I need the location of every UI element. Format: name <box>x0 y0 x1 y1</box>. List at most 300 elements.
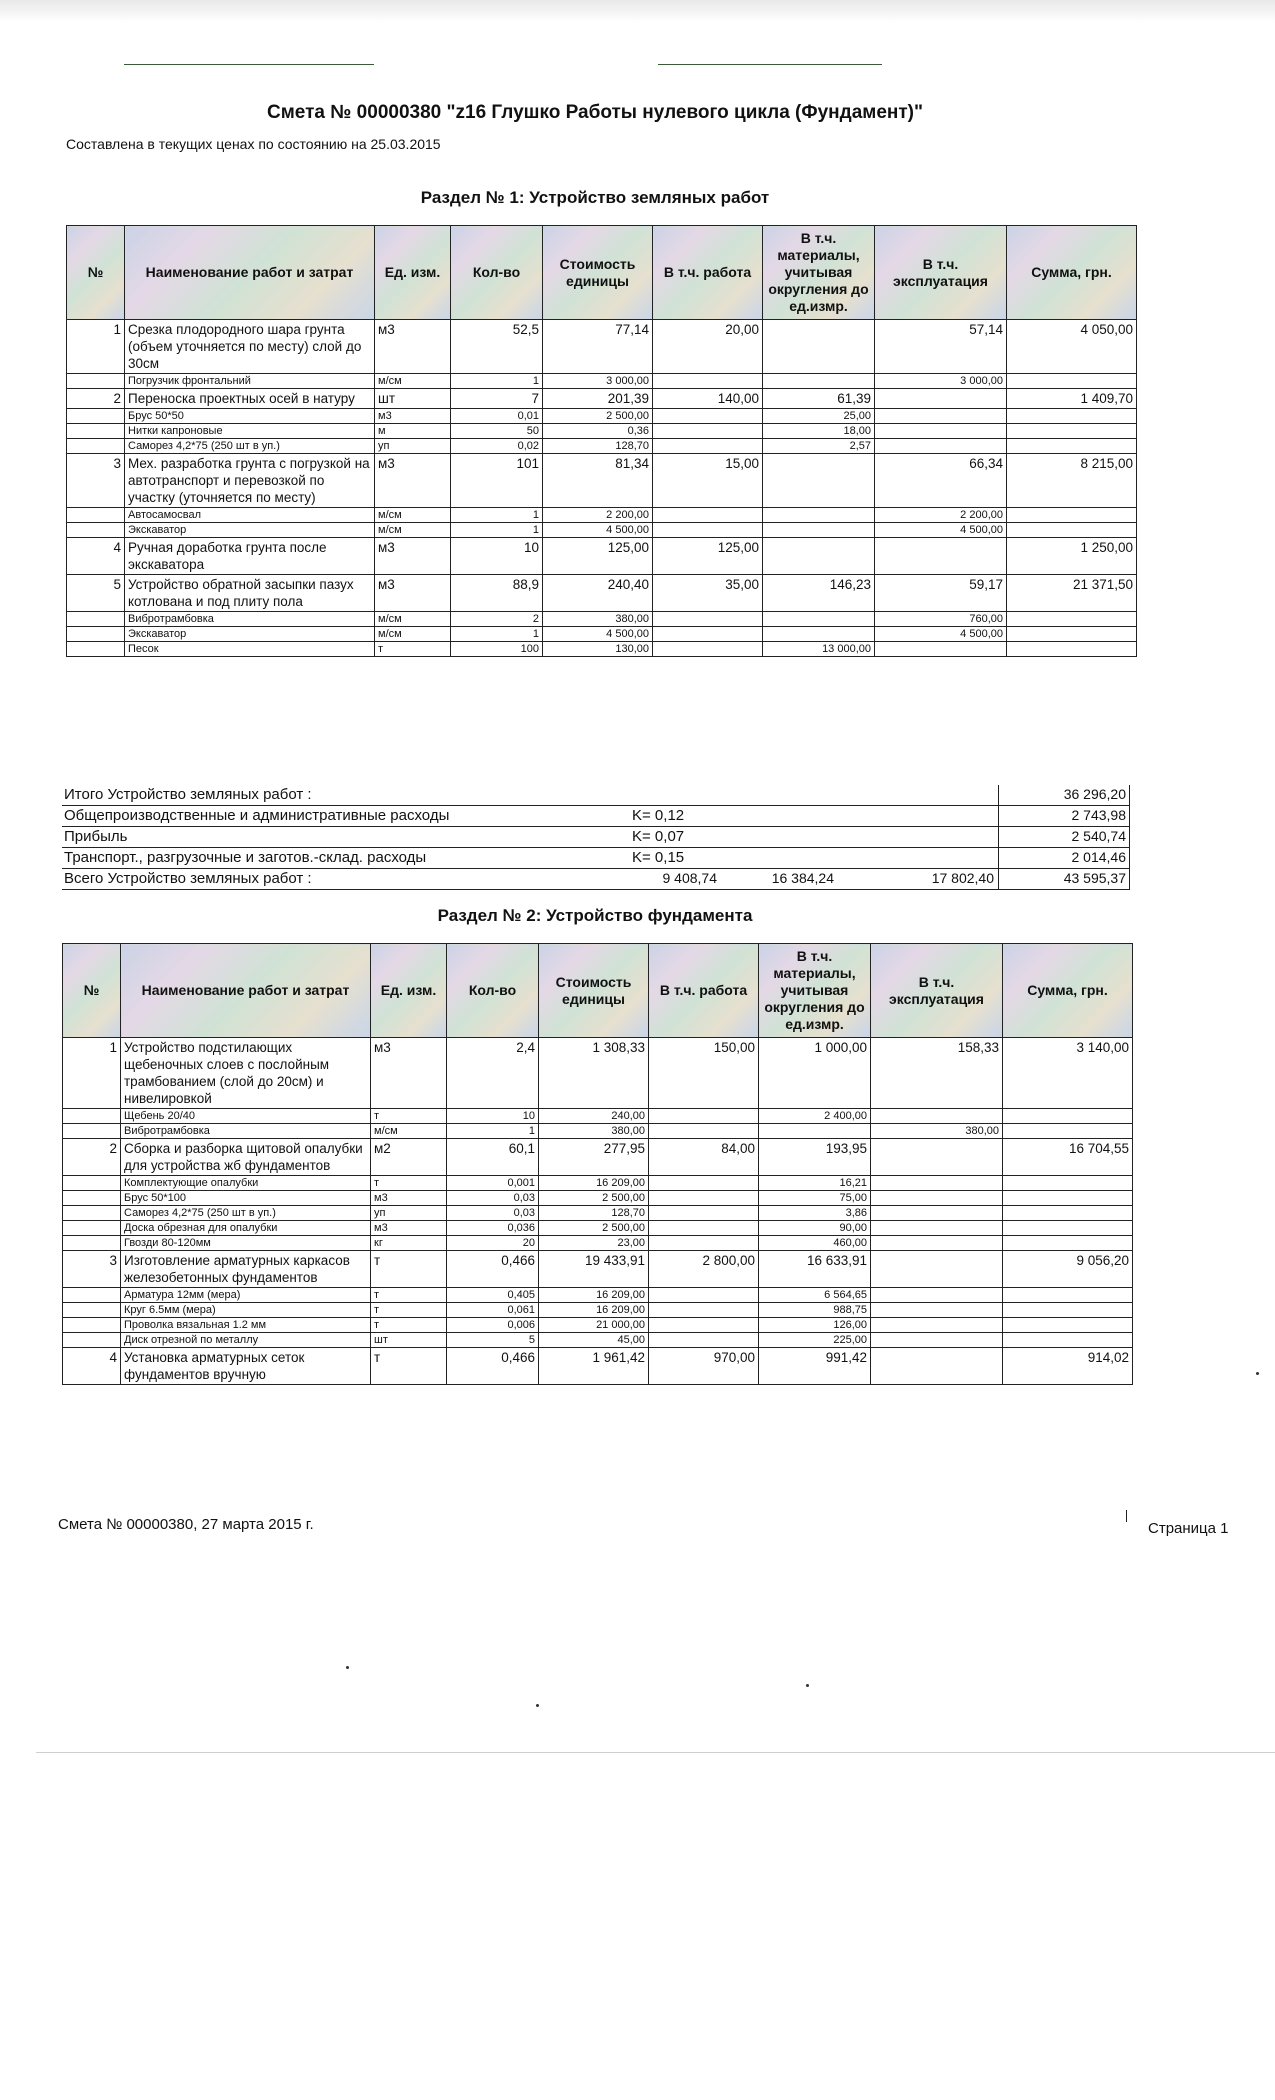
cell-exp <box>871 1348 1003 1385</box>
cell-no: 2 <box>63 1139 121 1176</box>
document-subtitle: Составлена в текущих ценах по состоянию на 25.03.2015 <box>66 136 441 152</box>
cell-exp <box>871 1288 1003 1303</box>
cell-price: 4 500,00 <box>543 523 653 538</box>
cell-work <box>653 409 763 424</box>
cell-work: 970,00 <box>649 1348 759 1385</box>
cell-mat <box>763 454 875 508</box>
work-item-row <box>67 538 1137 575</box>
resource-row <box>63 1236 1133 1251</box>
cell-unit: уп <box>375 439 451 454</box>
cell-unit: м/см <box>375 612 451 627</box>
scan-top-shadow <box>0 0 1275 22</box>
cell-price: 3 000,00 <box>543 374 653 389</box>
cell-price: 16 209,00 <box>539 1288 649 1303</box>
cell-sum <box>1007 627 1137 642</box>
cell-no <box>63 1303 121 1318</box>
cell-exp <box>875 409 1007 424</box>
cell-price: 77,14 <box>543 320 653 374</box>
cell-sum <box>1003 1288 1133 1303</box>
cell-sum: 1 409,70 <box>1007 389 1137 409</box>
cell-unit: м3 <box>371 1038 447 1109</box>
resource-row <box>63 1176 1133 1191</box>
cell-price: 277,95 <box>539 1139 649 1176</box>
cell-mat: 18,00 <box>763 424 875 439</box>
cell-sum <box>1003 1176 1133 1191</box>
cell-mat: 75,00 <box>759 1191 871 1206</box>
cell-mat: 2 400,00 <box>759 1109 871 1124</box>
total-row <box>62 869 1130 890</box>
cell-exp <box>875 424 1007 439</box>
header-materials: В т.ч. материалы, учитывая округления до ед.измр. <box>763 226 875 320</box>
work-item-row <box>63 1139 1133 1176</box>
cell-name: Нитки капроновые <box>125 424 375 439</box>
cell-mat: 16,21 <box>759 1176 871 1191</box>
cell-sum: 1 250,00 <box>1007 538 1137 575</box>
footer-document-ref: Смета № 00000380, 27 марта 2015 г. <box>58 1516 314 1533</box>
cell-exp: 4 500,00 <box>875 523 1007 538</box>
cell-exp <box>871 1333 1003 1348</box>
total-exploit: 17 802,40 <box>931 870 994 886</box>
scan-speck <box>536 1704 539 1707</box>
cell-unit: т <box>375 642 451 657</box>
cell-name: Круг 6.5мм (мера) <box>121 1303 371 1318</box>
cell-price: 130,00 <box>543 642 653 657</box>
cell-no: 4 <box>63 1348 121 1385</box>
section-2-title: Раздел № 2: Устройство фундамента <box>437 906 753 925</box>
cell-exp <box>875 642 1007 657</box>
cell-name: Устройство обратной засыпки пазух котлована и под плиту пола <box>125 575 375 612</box>
overhead-value: 2 743,98 <box>1071 807 1126 823</box>
cell-name: Изготовление арматурных каркасов железобетонных фундаментов <box>121 1251 371 1288</box>
cell-unit: т <box>371 1109 447 1124</box>
cell-unit: м/см <box>375 374 451 389</box>
cell-qty: 2 <box>451 612 543 627</box>
cell-price: 4 500,00 <box>543 627 653 642</box>
overhead-row <box>62 806 1130 827</box>
cell-name: Сборка и разборка щитовой опалубки для устройства жб фундаментов <box>121 1139 371 1176</box>
section-1-totals <box>62 785 1130 890</box>
resource-row <box>63 1221 1133 1236</box>
cell-exp <box>871 1109 1003 1124</box>
cell-mat <box>763 374 875 389</box>
transport-value: 2 014,46 <box>1071 849 1126 865</box>
cell-qty: 1 <box>451 508 543 523</box>
resource-row <box>63 1318 1133 1333</box>
cell-mat: 193,95 <box>759 1139 871 1176</box>
cell-no: 1 <box>67 320 125 374</box>
signature-line-left <box>124 64 374 65</box>
resource-row <box>63 1206 1133 1221</box>
cell-sum <box>1007 642 1137 657</box>
cell-sum <box>1007 424 1137 439</box>
resource-row <box>67 439 1137 454</box>
cell-unit: м3 <box>375 320 451 374</box>
section-2-body <box>63 1038 1133 1385</box>
cell-unit: т <box>371 1348 447 1385</box>
cell-work: 35,00 <box>653 575 763 612</box>
cell-mat: 146,23 <box>763 575 875 612</box>
cell-work <box>653 439 763 454</box>
cell-sum <box>1007 612 1137 627</box>
cell-sum <box>1003 1109 1133 1124</box>
resource-row <box>63 1124 1133 1139</box>
cell-no: 4 <box>67 538 125 575</box>
cell-unit: м3 <box>371 1191 447 1206</box>
resource-row <box>63 1288 1133 1303</box>
cell-sum: 914,02 <box>1003 1348 1133 1385</box>
cell-no <box>63 1333 121 1348</box>
cell-price: 21 000,00 <box>539 1318 649 1333</box>
cell-no: 5 <box>67 575 125 612</box>
cell-name: Проволка вязальная 1.2 мм <box>121 1318 371 1333</box>
cell-qty: 1 <box>447 1124 539 1139</box>
section-2-table <box>62 943 1133 1385</box>
cell-work <box>649 1206 759 1221</box>
cell-sum <box>1003 1236 1133 1251</box>
cell-name: Песок <box>125 642 375 657</box>
cell-unit: м/см <box>371 1124 447 1139</box>
header-sum: Сумма, грн. <box>1007 226 1137 320</box>
signature-line-right <box>658 64 882 65</box>
cell-name: Диск отрезной по металлу <box>121 1333 371 1348</box>
cell-work <box>653 424 763 439</box>
header-materials: В т.ч. материалы, учитывая округления до ед.измр. <box>759 944 871 1038</box>
cell-work <box>649 1191 759 1206</box>
cell-name: Вибротрамбовка <box>121 1124 371 1139</box>
resource-row <box>67 424 1137 439</box>
cell-qty: 5 <box>447 1333 539 1348</box>
cell-work: 2 800,00 <box>649 1251 759 1288</box>
work-item-row <box>67 454 1137 508</box>
cell-sum: 4 050,00 <box>1007 320 1137 374</box>
section-1-body <box>67 320 1137 657</box>
cell-exp: 760,00 <box>875 612 1007 627</box>
resource-row <box>67 409 1137 424</box>
cell-no: 3 <box>67 454 125 508</box>
cell-sum: 8 215,00 <box>1007 454 1137 508</box>
cell-qty: 1 <box>451 374 543 389</box>
cell-name: Арматура 12мм (мера) <box>121 1288 371 1303</box>
cell-mat: 16 633,91 <box>759 1251 871 1288</box>
cell-exp: 57,14 <box>875 320 1007 374</box>
profit-value: 2 540,74 <box>1071 828 1126 844</box>
work-item-row <box>63 1038 1133 1109</box>
cell-name: Экскаватор <box>125 523 375 538</box>
cell-qty: 0,01 <box>451 409 543 424</box>
cell-name: Установка арматурных сеток фундаментов вручную <box>121 1348 371 1385</box>
cell-unit: м2 <box>371 1139 447 1176</box>
cell-sum: 3 140,00 <box>1003 1038 1133 1109</box>
cell-no <box>67 374 125 389</box>
cell-qty: 100 <box>451 642 543 657</box>
total-value: 43 595,37 <box>1063 870 1126 886</box>
header-work: В т.ч. работа <box>653 226 763 320</box>
cell-name: Доска обрезная для опалубки <box>121 1221 371 1236</box>
cell-no <box>67 409 125 424</box>
cell-work <box>649 1176 759 1191</box>
cell-price: 16 209,00 <box>539 1176 649 1191</box>
header-name: Наименование работ и затрат <box>121 944 371 1038</box>
cell-unit: м3 <box>371 1221 447 1236</box>
cell-unit: м/см <box>375 523 451 538</box>
cell-mat <box>763 612 875 627</box>
cell-unit: м3 <box>375 409 451 424</box>
cell-qty: 0,466 <box>447 1251 539 1288</box>
header-unit: Ед. изм. <box>375 226 451 320</box>
cell-qty: 0,466 <box>447 1348 539 1385</box>
cell-name: Ручная доработка грунта после экскаватора <box>125 538 375 575</box>
cell-mat <box>763 538 875 575</box>
cell-exp <box>871 1176 1003 1191</box>
cell-mat: 991,42 <box>759 1348 871 1385</box>
cell-sum <box>1007 409 1137 424</box>
resource-row <box>67 374 1137 389</box>
cell-mat <box>759 1124 871 1139</box>
cell-unit: м3 <box>375 538 451 575</box>
cell-qty: 2,4 <box>447 1038 539 1109</box>
cell-price: 45,00 <box>539 1333 649 1348</box>
cell-exp: 2 200,00 <box>875 508 1007 523</box>
cell-work <box>653 508 763 523</box>
cell-exp: 3 000,00 <box>875 374 1007 389</box>
cell-mat: 90,00 <box>759 1221 871 1236</box>
cell-no <box>67 424 125 439</box>
cell-no <box>63 1288 121 1303</box>
scan-speck <box>806 1684 809 1687</box>
cell-no <box>67 627 125 642</box>
cell-unit: т <box>371 1176 447 1191</box>
cell-work <box>649 1288 759 1303</box>
cell-work <box>649 1303 759 1318</box>
cell-mat <box>763 523 875 538</box>
cell-name: Брус 50*50 <box>125 409 375 424</box>
cell-name: Щебень 20/40 <box>121 1109 371 1124</box>
resource-row <box>63 1303 1133 1318</box>
cell-qty: 10 <box>451 538 543 575</box>
cell-mat: 126,00 <box>759 1318 871 1333</box>
resource-row <box>67 508 1137 523</box>
header-work: В т.ч. работа <box>649 944 759 1038</box>
overhead-coefficient: K= 0,12 <box>632 807 685 824</box>
cell-price: 23,00 <box>539 1236 649 1251</box>
cell-unit: м/см <box>375 627 451 642</box>
cell-qty: 0,405 <box>447 1288 539 1303</box>
cell-work: 150,00 <box>649 1038 759 1109</box>
cell-unit: м <box>375 424 451 439</box>
cell-mat: 61,39 <box>763 389 875 409</box>
cell-work: 84,00 <box>649 1139 759 1176</box>
cell-no: 3 <box>63 1251 121 1288</box>
cell-qty: 0,036 <box>447 1221 539 1236</box>
header-sum: Сумма, грн. <box>1003 944 1133 1038</box>
cell-work <box>649 1236 759 1251</box>
cell-no <box>63 1176 121 1191</box>
profit-coefficient: K= 0,07 <box>632 828 685 845</box>
header-exploit: В т.ч. эксплуатация <box>875 226 1007 320</box>
work-item-row <box>63 1348 1133 1385</box>
cell-price: 1 961,42 <box>539 1348 649 1385</box>
cell-price: 125,00 <box>543 538 653 575</box>
cell-sum: 21 371,50 <box>1007 575 1137 612</box>
cell-qty: 101 <box>451 454 543 508</box>
cell-qty: 0,02 <box>451 439 543 454</box>
cell-sum <box>1003 1318 1133 1333</box>
cell-unit: кг <box>371 1236 447 1251</box>
cell-mat: 460,00 <box>759 1236 871 1251</box>
cell-mat <box>763 320 875 374</box>
cell-no <box>63 1206 121 1221</box>
cell-qty: 88,9 <box>451 575 543 612</box>
resource-row <box>67 612 1137 627</box>
cell-qty: 1 <box>451 627 543 642</box>
header-no: № <box>67 226 125 320</box>
subtotal-row <box>62 785 1130 806</box>
cell-work <box>649 1124 759 1139</box>
subtotal-value: 36 296,20 <box>1063 786 1126 802</box>
cell-name: Переноска проектных осей в натуру <box>125 389 375 409</box>
cell-sum <box>1007 523 1137 538</box>
cell-exp <box>871 1318 1003 1333</box>
cell-qty: 50 <box>451 424 543 439</box>
cell-unit: м3 <box>375 575 451 612</box>
cell-no <box>63 1236 121 1251</box>
cell-price: 0,36 <box>543 424 653 439</box>
cell-qty: 60,1 <box>447 1139 539 1176</box>
work-item-row <box>63 1251 1133 1288</box>
transport-label: Транспорт., разгрузочные и заготов.-склад. расходы <box>64 849 427 866</box>
subtotal-label: Итого Устройство земляных работ : <box>64 786 312 803</box>
cell-no <box>67 523 125 538</box>
cell-unit: уп <box>371 1206 447 1221</box>
overhead-label: Общепроизводственные и административные расходы <box>64 807 450 824</box>
cell-no: 1 <box>63 1038 121 1109</box>
cell-exp: 4 500,00 <box>875 627 1007 642</box>
cell-price: 81,34 <box>543 454 653 508</box>
transport-coefficient: K= 0,15 <box>632 849 685 866</box>
cell-work: 20,00 <box>653 320 763 374</box>
cell-unit: шт <box>375 389 451 409</box>
cell-qty: 20 <box>447 1236 539 1251</box>
document-title: Смета № 00000380 "z16 Глушко Работы нулевого цикла (Фундамент)" <box>266 102 924 123</box>
resource-row <box>67 523 1137 538</box>
cell-work <box>653 374 763 389</box>
cell-no <box>63 1109 121 1124</box>
header-no: № <box>63 944 121 1038</box>
cell-qty: 0,001 <box>447 1176 539 1191</box>
cell-price: 2 200,00 <box>543 508 653 523</box>
cell-price: 240,00 <box>539 1109 649 1124</box>
cell-qty: 0,03 <box>447 1191 539 1206</box>
header-price: Стоимость единицы <box>543 226 653 320</box>
cell-name: Комплектующие опалубки <box>121 1176 371 1191</box>
cell-exp: 59,17 <box>875 575 1007 612</box>
header-unit: Ед. изм. <box>371 944 447 1038</box>
cell-work <box>653 523 763 538</box>
cell-unit: т <box>371 1251 447 1288</box>
cell-work: 15,00 <box>653 454 763 508</box>
cell-sum <box>1007 439 1137 454</box>
resource-row <box>67 642 1137 657</box>
cell-mat: 6 564,65 <box>759 1288 871 1303</box>
cell-price: 201,39 <box>543 389 653 409</box>
cell-qty: 10 <box>447 1109 539 1124</box>
cell-sum <box>1007 508 1137 523</box>
cell-name: Мех. разработка грунта с погрузкой на автотранспорт и перевозкой по участку (уточняется по месту) <box>125 454 375 508</box>
cell-exp <box>871 1251 1003 1288</box>
cell-price: 16 209,00 <box>539 1303 649 1318</box>
cell-name: Саморез 4,2*75 (250 шт в уп.) <box>125 439 375 454</box>
cell-mat: 2,57 <box>763 439 875 454</box>
cell-no <box>63 1318 121 1333</box>
cell-mat: 13 000,00 <box>763 642 875 657</box>
cell-work: 125,00 <box>653 538 763 575</box>
resource-row <box>67 627 1137 642</box>
cell-unit: т <box>371 1288 447 1303</box>
cell-unit: т <box>371 1318 447 1333</box>
cell-sum <box>1003 1191 1133 1206</box>
transport-row <box>62 848 1130 869</box>
scan-page-edge <box>36 1752 1275 1753</box>
cell-no <box>67 612 125 627</box>
cell-exp: 158,33 <box>871 1038 1003 1109</box>
header-qty: Кол-во <box>451 226 543 320</box>
cell-work <box>649 1109 759 1124</box>
cell-sum <box>1003 1124 1133 1139</box>
cell-exp <box>871 1206 1003 1221</box>
work-item-row <box>67 575 1137 612</box>
cell-no <box>63 1191 121 1206</box>
cell-mat: 3,86 <box>759 1206 871 1221</box>
cell-sum <box>1003 1221 1133 1236</box>
scan-speck <box>1256 1372 1259 1375</box>
cell-exp <box>875 389 1007 409</box>
resource-row <box>63 1109 1133 1124</box>
cell-sum <box>1007 374 1137 389</box>
cell-name: Гвозди 80-120мм <box>121 1236 371 1251</box>
work-item-row <box>67 320 1137 374</box>
cell-unit: т <box>371 1303 447 1318</box>
cell-sum <box>1003 1303 1133 1318</box>
cell-price: 2 500,00 <box>539 1221 649 1236</box>
cell-work <box>649 1221 759 1236</box>
cell-work <box>649 1333 759 1348</box>
cell-no <box>63 1221 121 1236</box>
cell-work <box>649 1318 759 1333</box>
cell-qty: 7 <box>451 389 543 409</box>
cell-work <box>653 612 763 627</box>
table-header-row <box>67 226 1137 320</box>
work-item-row <box>67 389 1137 409</box>
cell-qty: 0,061 <box>447 1303 539 1318</box>
cell-name: Экскаватор <box>125 627 375 642</box>
cell-work <box>653 627 763 642</box>
cell-mat: 988,75 <box>759 1303 871 1318</box>
cell-price: 1 308,33 <box>539 1038 649 1109</box>
cell-exp <box>871 1303 1003 1318</box>
cell-price: 380,00 <box>539 1124 649 1139</box>
footer-divider <box>1126 1510 1127 1522</box>
header-exploit: В т.ч. эксплуатация <box>871 944 1003 1038</box>
cell-exp <box>871 1191 1003 1206</box>
cell-name: Саморез 4,2*75 (250 шт в уп.) <box>121 1206 371 1221</box>
cell-sum <box>1003 1333 1133 1348</box>
cell-exp <box>871 1221 1003 1236</box>
cell-mat: 225,00 <box>759 1333 871 1348</box>
cell-mat: 1 000,00 <box>759 1038 871 1109</box>
cell-unit: м/см <box>375 508 451 523</box>
cell-price: 19 433,91 <box>539 1251 649 1288</box>
cell-no <box>67 642 125 657</box>
